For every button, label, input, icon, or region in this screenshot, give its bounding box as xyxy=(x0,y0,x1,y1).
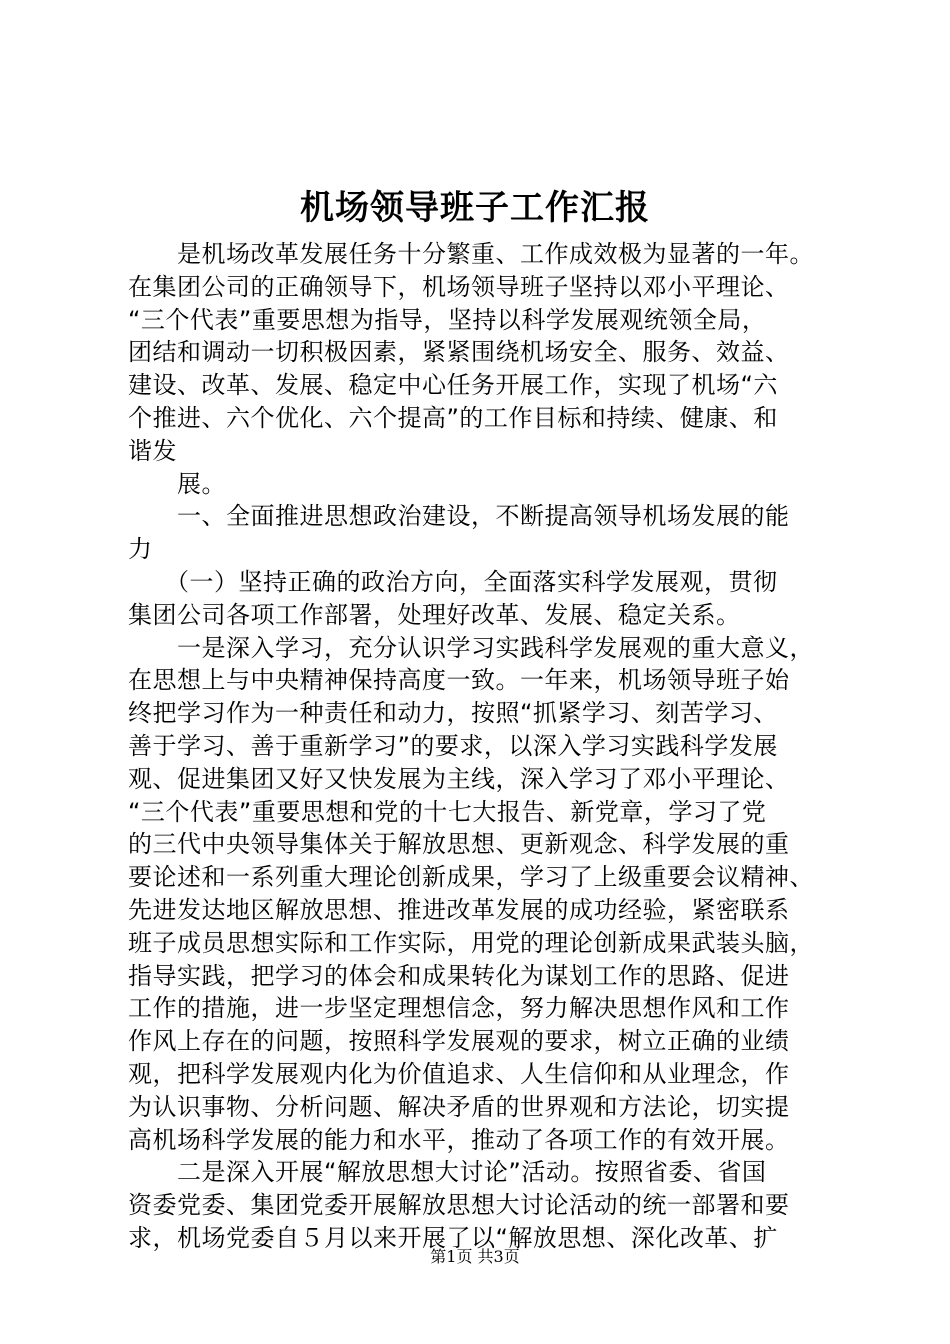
body-line: 求，机场党委自５月以来开展了以“解放思想、深化改革、扩 xyxy=(128,1223,778,1252)
body-line: 高机场科学发展的能力和水平，推动了各项工作的有效开展。 xyxy=(128,1125,790,1154)
body-line: 资委党委、集团党委开展解放思想大讨论活动的统一部署和要 xyxy=(128,1191,790,1220)
body-line: 力 xyxy=(128,535,153,564)
body-line: 要论述和一系列重大理论创新成果，学习了上级重要会议精神、 xyxy=(128,863,814,892)
body-line: 一是深入学习，充分认识学习实践科学发展观的重大意义， xyxy=(128,633,814,662)
body-line: 终把学习作为一种责任和动力，按照“抓紧学习、刻苦学习、 xyxy=(128,699,778,728)
body-line: 一、全面推进思想政治建设，不断提高领导机场发展的能 xyxy=(128,502,790,531)
body-line: 善于学习、善于重新学习”的要求，以深入学习实践科学发展 xyxy=(128,731,778,760)
body-line: 观，把科学发展观内化为价值追求、人生信仰和从业理念，作 xyxy=(128,1059,790,1088)
body-line: “三个代表”重要思想和党的十七大报告、新党章，学习了党 xyxy=(128,797,767,826)
body-line: 谐发 xyxy=(128,436,177,465)
page-footer: 第1页 共3页 xyxy=(430,1247,520,1266)
body-line: 集团公司各项工作部署，处理好改革、发展、稳定关系。 xyxy=(128,600,741,629)
body-line: 作风上存在的问题，按照科学发展观的要求，树立正确的业绩 xyxy=(128,1027,790,1056)
body-line: 展。 xyxy=(128,469,226,498)
body-line: 在集团公司的正确领导下，机场领导班子坚持以邓小平理论、 xyxy=(128,272,790,301)
body-line: 指导实践，把学习的体会和成果转化为谋划工作的思路、促进 xyxy=(128,961,790,990)
body-line: 观、促进集团又好又快发展为主线，深入学习了邓小平理论、 xyxy=(128,764,790,793)
body-line: 建设、改革、发展、稳定中心任务开展工作，实现了机场“六 xyxy=(128,371,778,400)
body-line: “三个代表”重要思想为指导，坚持以科学发展观统领全局， xyxy=(128,305,767,334)
body-line: 为认识事物、分析问题、解决矛盾的世界观和方法论，切实提 xyxy=(128,1092,790,1121)
body-line: 二是深入开展“解放思想大讨论”活动。按照省委、省国 xyxy=(128,1158,767,1187)
body-line: 团结和调动一切积极因素，紧紧围绕机场安全、服务、效益、 xyxy=(128,338,790,367)
body-line: 班子成员思想实际和工作实际，用党的理论创新成果武装头脑， xyxy=(128,928,814,957)
document-body xyxy=(128,238,838,1255)
body-line: （一）坚持正确的政治方向，全面落实科学发展观，贯彻 xyxy=(128,567,778,596)
body-line: 是机场改革发展任务十分繁重、工作成效极为显著的一年。 xyxy=(128,240,814,268)
body-line: 在思想上与中央精神保持高度一致。一年来，机场领导班子始 xyxy=(128,666,790,695)
body-line: 个推进、六个优化、六个提高”的工作目标和持续、健康、和 xyxy=(128,403,778,432)
document-title: 机场领导班子工作汇报 xyxy=(300,188,650,228)
body-line: 工作的措施，进一步坚定理想信念，努力解决思想作风和工作 xyxy=(128,994,790,1023)
body-line: 先进发达地区解放思想、推进改革发展的成功经验，紧密联系 xyxy=(128,895,790,924)
body-line: 的三代中央领导集体关于解放思想、更新观念、科学发展的重 xyxy=(128,830,790,859)
